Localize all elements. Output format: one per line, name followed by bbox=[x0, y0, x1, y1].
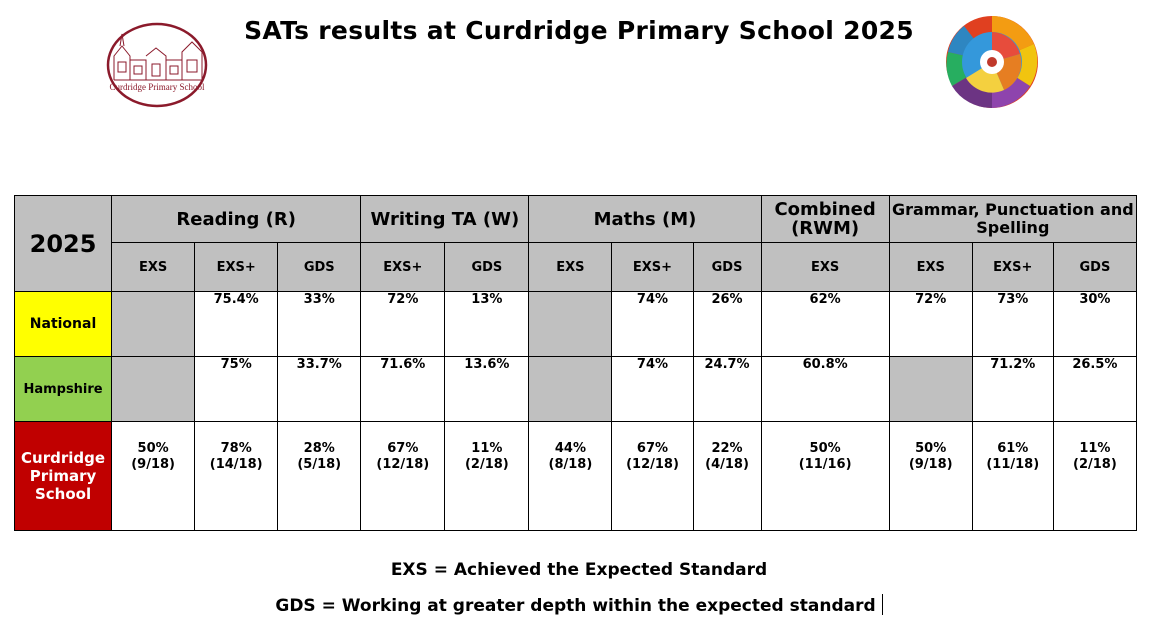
table-cell: 24.7% bbox=[693, 357, 761, 422]
subject-combined: Combined (RWM) bbox=[761, 196, 889, 243]
measure-header: GDS bbox=[278, 243, 361, 292]
row-label-hampshire: Hampshire bbox=[15, 357, 112, 422]
table-cell: 62% bbox=[761, 292, 889, 357]
table-cell: 71.2% bbox=[972, 357, 1053, 422]
table-cell: 28% (5/18) bbox=[278, 422, 361, 531]
table-cell: 75% bbox=[195, 357, 278, 422]
table-cell: 74% bbox=[612, 292, 693, 357]
curdridge-row bbox=[15, 422, 1137, 531]
subject-gps: Grammar, Punctuation and Spelling bbox=[889, 196, 1136, 243]
table-cell: 13.6% bbox=[445, 357, 529, 422]
measure-header: GDS bbox=[693, 243, 761, 292]
page-title: SATs results at Curdridge Primary School 2025 bbox=[244, 16, 914, 45]
table-cell: 78% (14/18) bbox=[195, 422, 278, 531]
table-cell: 50% (9/18) bbox=[889, 422, 972, 531]
subject-writing: Writing TA (W) bbox=[361, 196, 529, 243]
table-cell: 33.7% bbox=[278, 357, 361, 422]
school-logo-text: Curdridge Primary School bbox=[109, 82, 205, 92]
table-cell-empty bbox=[112, 292, 195, 357]
measure-header: EXS+ bbox=[612, 243, 693, 292]
key-gds-text: GDS = Working at greater depth within the expected standard bbox=[275, 596, 876, 616]
measure-header: EXS bbox=[529, 243, 612, 292]
table-cell: 50% (9/18) bbox=[112, 422, 195, 531]
subject-reading: Reading (R) bbox=[112, 196, 361, 243]
table-cell-empty bbox=[112, 357, 195, 422]
row-label-curdridge: Curdridge Primary School bbox=[15, 422, 112, 531]
school-logo bbox=[106, 22, 208, 108]
table-cell-empty bbox=[529, 357, 612, 422]
measure-header: EXS+ bbox=[972, 243, 1053, 292]
table-cell: 11% (2/18) bbox=[1053, 422, 1136, 531]
table-cell: 71.6% bbox=[361, 357, 445, 422]
table-cell-empty bbox=[529, 292, 612, 357]
measure-header-row bbox=[15, 243, 1137, 292]
measure-header: EXS+ bbox=[195, 243, 278, 292]
key-exs: EXS = Achieved the Expected Standard bbox=[390, 560, 768, 580]
table-cell: 11% (2/18) bbox=[445, 422, 529, 531]
table-cell: 26% bbox=[693, 292, 761, 357]
measure-header: EXS bbox=[112, 243, 195, 292]
table-cell: 30% bbox=[1053, 292, 1136, 357]
table-cell: 73% bbox=[972, 292, 1053, 357]
measure-header: EXS+ bbox=[361, 243, 445, 292]
table-cell: 75.4% bbox=[195, 292, 278, 357]
national-row bbox=[15, 292, 1137, 357]
subject-header-row bbox=[15, 196, 1137, 243]
hampshire-row bbox=[15, 357, 1137, 422]
table-cell: 72% bbox=[889, 292, 972, 357]
values-wheel-logo bbox=[944, 14, 1040, 110]
table-cell: 26.5% bbox=[1053, 357, 1136, 422]
table-cell: 44% (8/18) bbox=[529, 422, 612, 531]
table-cell: 67% (12/18) bbox=[361, 422, 445, 531]
table-cell: 22% (4/18) bbox=[693, 422, 761, 531]
subject-maths: Maths (M) bbox=[529, 196, 761, 243]
table-cell: 13% bbox=[445, 292, 529, 357]
measure-header: EXS bbox=[889, 243, 972, 292]
table-cell: 74% bbox=[612, 357, 693, 422]
measure-header: EXS bbox=[761, 243, 889, 292]
year-header: 2025 bbox=[15, 196, 112, 292]
row-label-national: National bbox=[15, 292, 112, 357]
sats-results-table bbox=[14, 195, 1137, 531]
table-cell: 60.8% bbox=[761, 357, 889, 422]
text-cursor bbox=[882, 594, 883, 615]
table-cell: 33% bbox=[278, 292, 361, 357]
table-cell: 50% (11/16) bbox=[761, 422, 889, 531]
table-cell: 61% (11/18) bbox=[972, 422, 1053, 531]
table-cell: 72% bbox=[361, 292, 445, 357]
key-gds bbox=[0, 594, 1158, 616]
measure-header: GDS bbox=[1053, 243, 1136, 292]
table-cell: 67% (12/18) bbox=[612, 422, 693, 531]
table-cell-empty bbox=[889, 357, 972, 422]
measure-header: GDS bbox=[445, 243, 529, 292]
